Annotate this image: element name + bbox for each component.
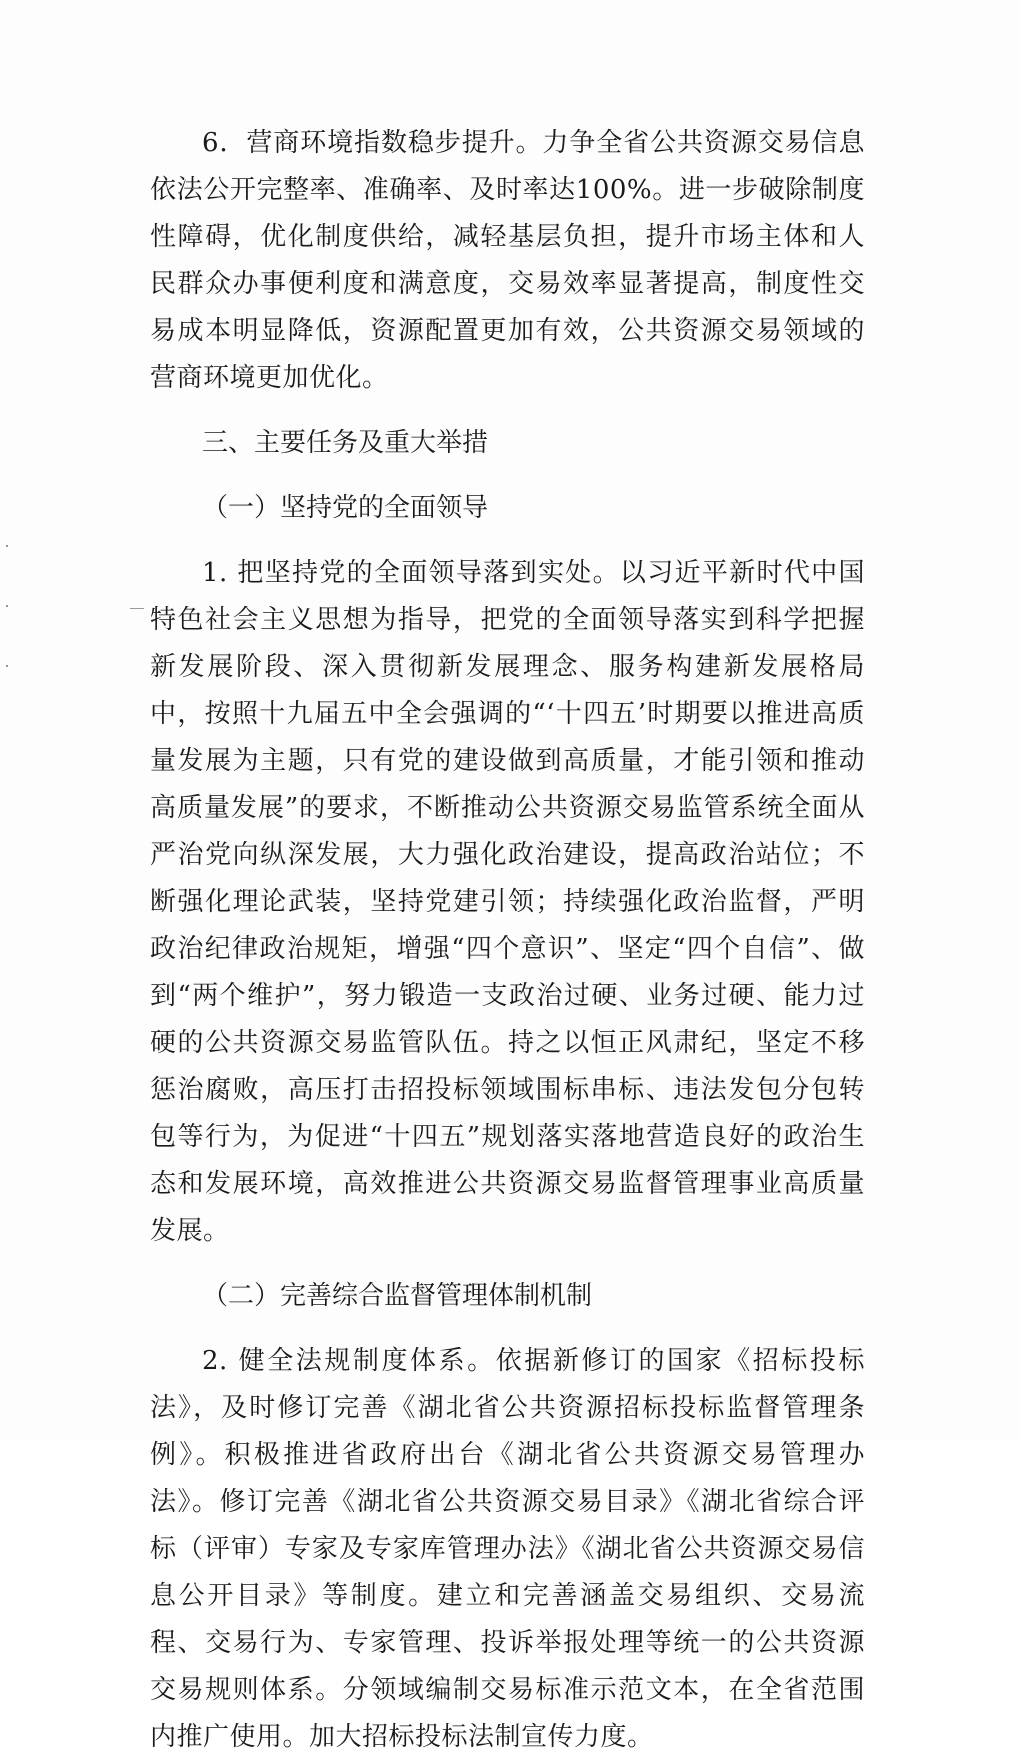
scan-artifact <box>6 605 8 607</box>
subsection-heading-2: （二）完善综合监督管理体制机制 <box>202 1281 593 1311</box>
paragraph-item-1: 1. 把坚持党的全面领导落到实处。以习近平新时代中国特色社会主义思想为指导，把党的全面领导落实到科学把握新发展阶段、深入贯彻新发展理念、服务构建新发展格局中，按照十九届五中全会强调的“‘十四五’时期要以推进高质量发展为主题，只有党的建设做到高质量，才能引领和推动高质量发展”的要求，不断推动公共资源交易监管系统全面从严治党向纵深发展，大力强化政治建设，提高政治站位；不断强化理论武装，坚持党建引领；持续强化政治监督，严明政治纪律政治规矩，增强“四个意识”、坚定“四个自信”、做到“两个维护”，努力锻造一支政治过硬、业务过硬、能力过硬的公共资源交易监管队伍。持之以恒正风肃纪，坚定不移惩治腐败，高压打击招投标领域围标串标、违法发包分包转包等行为，为促进“十四五”规划落实落地营造良好的政治生态和发展环境，高效推进公共资源交易监督管理事业高质量发展。 <box>150 558 865 1246</box>
scan-artifact <box>6 545 8 547</box>
scan-artifact <box>130 608 144 609</box>
paragraph-item-2: 2. 健全法规制度体系。依据新修订的国家《招标投标法》，及时修订完善《湖北省公共资源招标投标监督管理条例》。积极推进省政府出台《湖北省公共资源交易管理办法》。修订完善《湖北省公共资源交易目录》《湖北省综合评标（评审）专家及专家库管理办法》《湖北省公共资源交易信息公开目录》等制度。建立和完善涵盖交易组织、交易流程、交易行为、专家管理、投诉举报处理等统一的公共资源交易规则体系。分领域编制交易标准示范文本，在全省范围内推广使用。加大招标投标法制宣传力度。 <box>150 1346 865 1752</box>
section-heading-3: 三、主要任务及重大举措 <box>202 428 489 458</box>
subsection-heading-1: （一）坚持党的全面领导 <box>202 493 489 523</box>
document-body <box>150 120 865 1761</box>
scan-artifact <box>6 665 8 667</box>
paragraph-item-6: 6．营商环境指数稳步提升。力争全省公共资源交易信息依法公开完整率、准确率、及时率达100%。进一步破除制度性障碍，优化制度供给，减轻基层负担，提升市场主体和人民群众办事便利度和满意度，交易效率显著提高，制度性交易成本明显降低，资源配置更加有效，公共资源交易领域的营商环境更加优化。 <box>150 128 865 393</box>
